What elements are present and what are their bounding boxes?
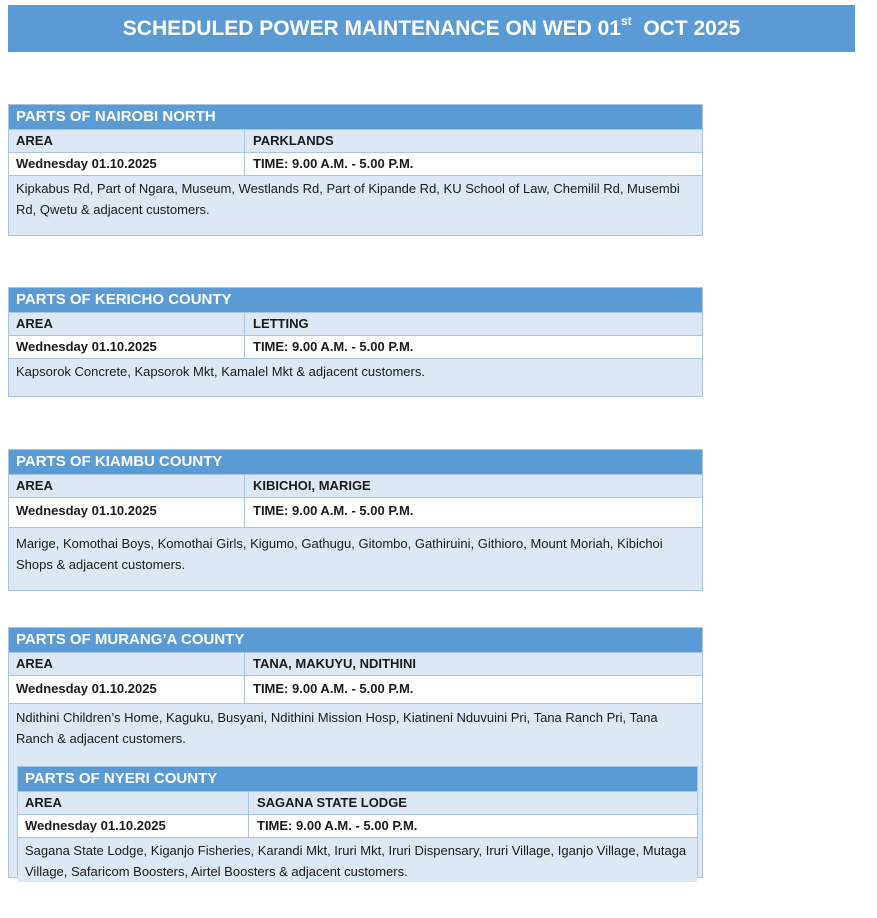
- title-tail: OCT 2025: [631, 17, 741, 40]
- section-heading: PARTS OF NAIROBI NORTH: [9, 105, 702, 129]
- title-superscript: st: [620, 14, 632, 28]
- affected-areas: Kipkabus Rd, Part of Ngara, Museum, Westlands Rd, Part of Kipande Rd, KU School of Law, Chemilil Rd, Musembi Rd, Qwetu & adjacent customers.: [9, 175, 702, 220]
- date-value: Wednesday 01.10.2025: [9, 153, 245, 175]
- area-row: [18, 791, 697, 814]
- area-label: AREA: [9, 653, 245, 675]
- date-row: [9, 675, 702, 703]
- affected-areas: Marige, Komothai Boys, Komothai Girls, Kigumo, Gathugu, Gitombo, Gathiruini, Githioro, Mount Moriah, Kibichoi Shops & adjacent customers.: [9, 527, 702, 575]
- area-value: PARKLANDS: [253, 133, 334, 148]
- area-value: TANA, MAKUYU, NDITHINI: [253, 656, 416, 671]
- date-row: [9, 152, 702, 175]
- time-value: TIME: 9.00 A.M. - 5.00 P.M.: [257, 818, 418, 833]
- affected-areas: Ndithini Children’s Home, Kaguku, Busyani, Ndithini Mission Hosp, Kiatineni Nduvuini Pri, Tana Ranch Pri, Tana Ranch & adjacent customers.: [9, 703, 702, 749]
- date-value: Wednesday 01.10.2025: [18, 815, 249, 837]
- date-value: Wednesday 01.10.2025: [9, 336, 245, 358]
- date-row: [9, 497, 702, 527]
- date-row: [18, 814, 697, 837]
- time-value: TIME: 9.00 A.M. - 5.00 P.M.: [253, 156, 414, 171]
- section-heading: PARTS OF MURANG’A COUNTY: [9, 628, 702, 652]
- section-heading: PARTS OF KERICHO COUNTY: [9, 288, 702, 312]
- affected-areas: Sagana State Lodge, Kiganjo Fisheries, Karandi Mkt, Iruri Mkt, Iruri Dispensary, Iruri Village, Iganjo Village, Mutaga Village, Safaricom Boosters, Airtel Boosters & adjacent customers.: [18, 837, 697, 882]
- area-label: AREA: [9, 130, 245, 152]
- area-value: KIBICHOI, MARIGE: [253, 478, 371, 493]
- area-row: [9, 312, 702, 335]
- area-label: AREA: [18, 792, 249, 814]
- area-row: [9, 474, 702, 497]
- section-kiambu-county: [8, 449, 703, 591]
- time-value: TIME: 9.00 A.M. - 5.00 P.M.: [253, 503, 414, 518]
- time-value: TIME: 9.00 A.M. - 5.00 P.M.: [253, 681, 414, 696]
- area-row: [9, 129, 702, 152]
- section-heading: PARTS OF NYERI COUNTY: [18, 767, 697, 791]
- affected-areas: Kapsorok Concrete, Kapsorok Mkt, Kamalel Mkt & adjacent customers.: [9, 358, 702, 382]
- area-label: AREA: [9, 475, 245, 497]
- time-value: TIME: 9.00 A.M. - 5.00 P.M.: [253, 339, 414, 354]
- section-nyeri-county: [17, 766, 698, 879]
- area-value: SAGANA STATE LODGE: [257, 795, 407, 810]
- date-row: [9, 335, 702, 358]
- area-row: [9, 652, 702, 675]
- page-title: [8, 5, 855, 52]
- section-muranga-county: [8, 627, 703, 878]
- date-value: Wednesday 01.10.2025: [9, 498, 245, 527]
- area-value: LETTING: [253, 316, 309, 331]
- date-value: Wednesday 01.10.2025: [9, 676, 245, 703]
- section-heading: PARTS OF KIAMBU COUNTY: [9, 450, 702, 474]
- section-kericho-county: [8, 287, 703, 397]
- title-main: SCHEDULED POWER MAINTENANCE ON WED 01: [122, 17, 621, 40]
- section-nairobi-north: [8, 104, 703, 236]
- area-label: AREA: [9, 313, 245, 335]
